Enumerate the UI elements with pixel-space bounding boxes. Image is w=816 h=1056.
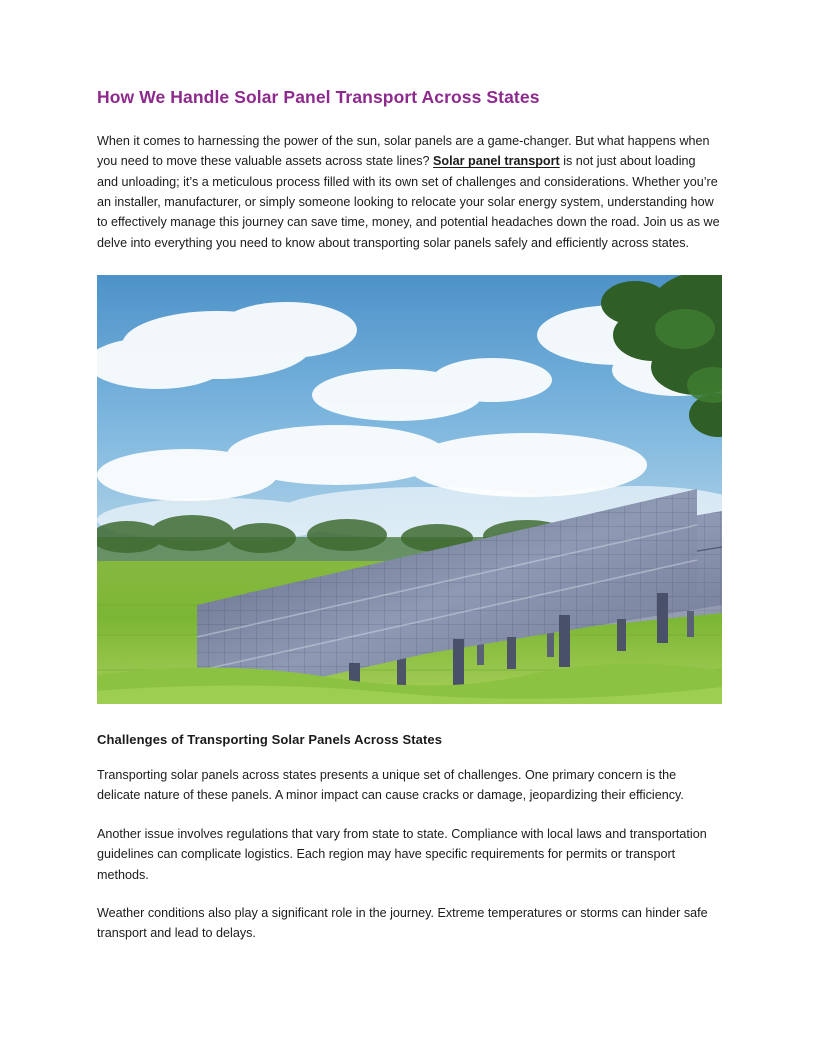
section-paragraph-1: Transporting solar panels across states presents a unique set of challenges. One primary concern is the delicate nature of these panels. A minor impact can cause cracks or damage, jeopardizing their efficiency. (97, 768, 684, 803)
section-paragraph-2: Another issue involves regulations that vary from state to state. Compliance with local laws and transportation guidelines can complicate logistics. Each region may have specific requirements for permits or transport methods. (97, 826, 707, 882)
page-title: How We Handle Solar Panel Transport Across States (97, 87, 540, 107)
solar-panel-transport-link[interactable]: Solar panel transport (433, 154, 560, 169)
intro-paragraph (97, 131, 720, 253)
intro-text-part-2: is not just about loading and unloading; it’s a meticulous process filled with its own set of challenges and considerations. Whether you’re an installer, manufacturer, or simply someone looking to relocate your solar energy system, understanding how to effectively manage this journey can save time, money, and potential headaches down the road. Join us as we delve into everything you need to know about transporting solar panels safely and efficiently across states. (97, 154, 720, 250)
intro-text-part-1: When it comes to harnessing the power of the sun, solar panels are a game-changer. But what happens when you need to move these valuable assets across state lines? (97, 133, 710, 169)
hero-image (97, 275, 722, 704)
solar-farm-illustration (97, 275, 722, 704)
section-paragraph-3: Weather conditions also play a significant role in the journey. Extreme temperatures or storms can hinder safe transport and lead to delays. (97, 906, 708, 941)
section-heading: Challenges of Transporting Solar Panels Across States (97, 732, 443, 748)
